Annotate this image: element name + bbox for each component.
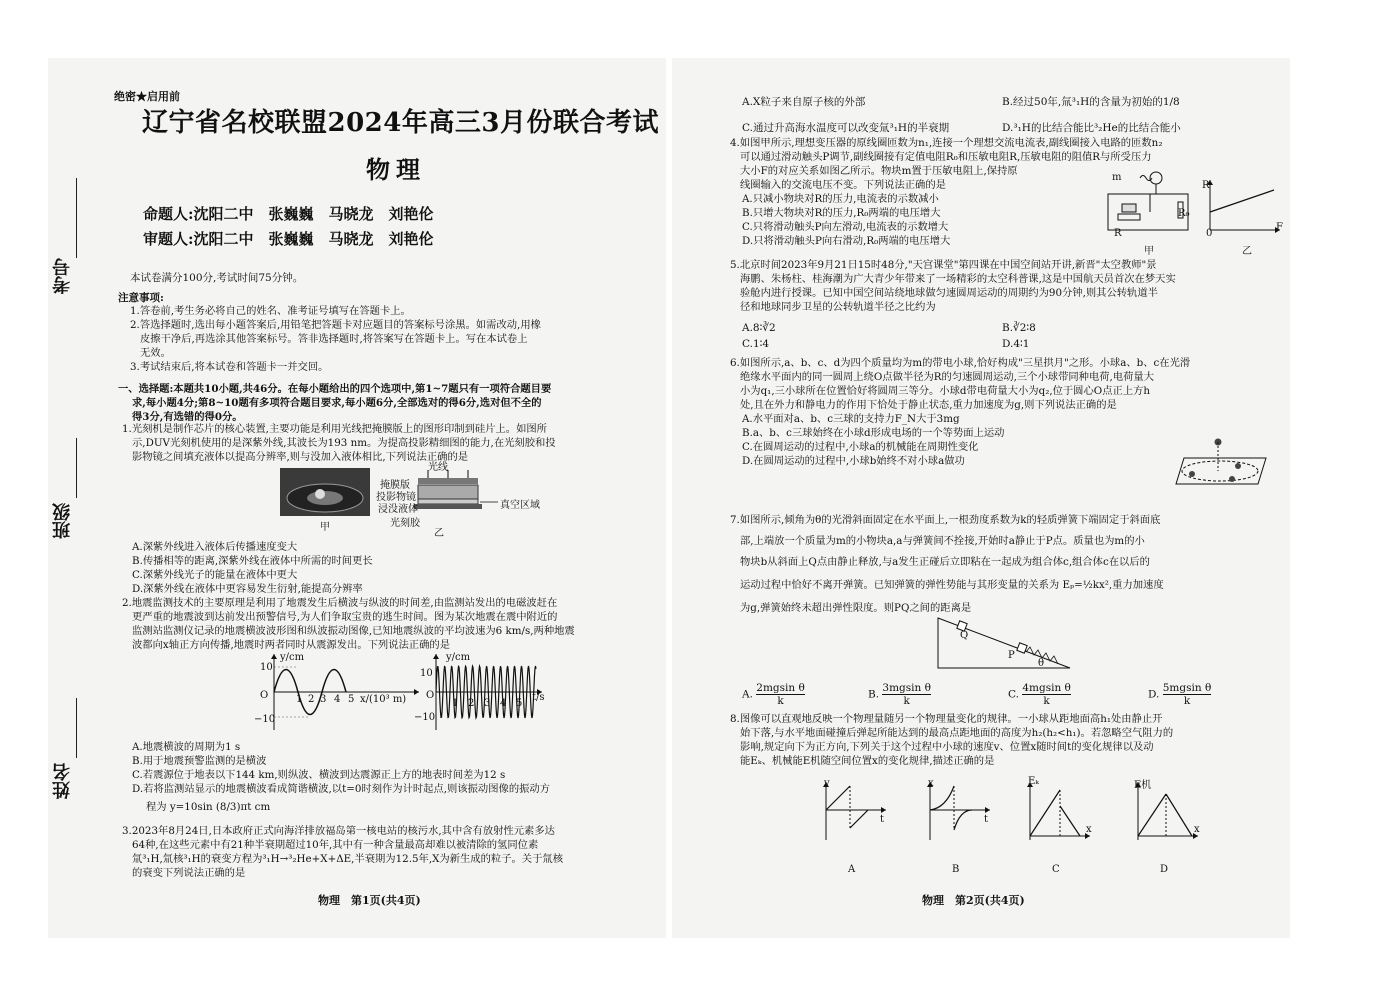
q7-b-den: k bbox=[903, 695, 910, 707]
section-line: 一、选择题:本题共10小题,共46分。在每小题给出的四个选项中,第1~7题只有一项符合题目要 bbox=[118, 383, 552, 395]
label-mask: 掩膜版 bbox=[380, 480, 410, 491]
q7-d-prefix: D. bbox=[1148, 688, 1160, 701]
side-line-kaohao bbox=[76, 178, 77, 258]
q7-c-fraction bbox=[1022, 682, 1071, 707]
question-4-stem bbox=[730, 136, 1162, 192]
side-line-banji bbox=[76, 438, 77, 498]
label-resist: 光刻胶 bbox=[390, 518, 420, 529]
q7-option-a bbox=[742, 682, 805, 707]
q8-label-d: D bbox=[1160, 864, 1169, 875]
section-line: 得3分,有选错的得0分。 bbox=[132, 411, 243, 423]
question-6-options bbox=[742, 412, 1004, 468]
reviewer-line: 审题人:沈阳二中 张巍巍 马晓龙 刘艳伦 bbox=[143, 230, 434, 248]
q8-a-axis-v: v bbox=[824, 778, 830, 789]
label-theta: θ bbox=[1038, 658, 1045, 669]
question-4-options bbox=[742, 192, 950, 248]
q8-label-b: B bbox=[952, 864, 960, 875]
stem-line: 小为q₁,三小球所在位置恰好将圆周三等分。小球d带电荷量大小为q₂,位于圆心O点正上方h bbox=[740, 385, 1151, 397]
stem-line: 线圈输入的交流电压不变。下列说法正确的是 bbox=[740, 179, 946, 191]
stem-line: 更严重的地震波到达前发出预警信号,为人们争取宝贵的逃生时间。图为某次地震在震中附近的 bbox=[132, 611, 558, 623]
stem-line: 绝缘水平面内的同一圆周上绕O点做半径为R的匀速圆周运动,三个小球带同种电荷,电荷量大 bbox=[740, 371, 1155, 383]
g2-tick: 3 bbox=[484, 698, 491, 709]
exam-page-2 bbox=[672, 58, 1290, 938]
stem-line: 始下落,与水平地面碰撞后弹起所能达到的最高点距地面的高度为h₂(h₂<h₁)。若忽略空气阻力的 bbox=[740, 727, 1174, 739]
question-5-stem bbox=[730, 258, 1176, 314]
q7-c-num: 4mgsin θ bbox=[1022, 682, 1071, 694]
stem-line: 波都向x轴正方向传播,地震时两者同时从震源发出。下列说法正确的是 bbox=[132, 639, 450, 651]
label-liquid: 浸没液体 bbox=[378, 504, 418, 515]
stem-line: 1.光刻机是制作芯片的核心装置,主要功能是利用光线把掩膜版上的图形印制到硅片上。如图所 bbox=[122, 423, 547, 435]
stem-line: 影物镜之间填充液体以提高分辨率,则与没加入液体相比,下列说法正确的是 bbox=[132, 451, 469, 463]
question-2-stem bbox=[122, 596, 575, 652]
option-line: C.只将滑动触头P向左滑动,电流表的示数增大 bbox=[742, 221, 949, 233]
g1-tick: 4 bbox=[334, 694, 341, 705]
option-line: A.水平面对a、b、c三球的支持力F_N大于3mg bbox=[742, 413, 960, 425]
q4-fig-jia-caption: 甲 bbox=[1144, 246, 1154, 257]
q1-fig-jia-caption: 甲 bbox=[320, 522, 330, 533]
option-line: 程为 y=10sin (8/3)πt cm bbox=[146, 801, 271, 813]
q7-option-b bbox=[868, 682, 931, 707]
exam-title: 辽宁省名校联盟2024年高三3月份联合考试 bbox=[142, 108, 659, 138]
q7-b-fraction bbox=[882, 682, 931, 707]
option-line: A.只减小物块对R的压力,电流表的示数减小 bbox=[742, 193, 939, 205]
option-line: A.地震横波的周期为1 s bbox=[132, 741, 241, 753]
question-2-options bbox=[132, 740, 550, 814]
exam-page-1 bbox=[48, 58, 666, 938]
stem-line: 的衰变下列说法正确的是 bbox=[132, 867, 246, 879]
notes-title: 注意事项: bbox=[118, 292, 164, 304]
label-lens: 投影物镜 bbox=[376, 492, 416, 503]
label-R0: R₀ bbox=[1178, 208, 1190, 219]
q8-c-axis-x: x bbox=[1086, 824, 1092, 835]
label-R-axis: R bbox=[1202, 180, 1210, 191]
g2-ymin: −10 bbox=[414, 712, 436, 723]
label-R: R bbox=[1114, 228, 1122, 239]
q7-option-c bbox=[1008, 682, 1071, 707]
q7-a-fraction bbox=[756, 682, 805, 707]
lithography-photo bbox=[280, 468, 370, 516]
q7-c-den: k bbox=[1043, 695, 1050, 707]
subject-title: 物理 bbox=[366, 155, 426, 184]
section-title bbox=[118, 382, 551, 424]
stem-line: 大小F的对应关系如图乙所示。物块m置于压敏电阻上,保持原 bbox=[740, 165, 1018, 177]
g2-xlabel: t/s bbox=[532, 692, 545, 703]
q1-fig-yi-caption: 乙 bbox=[434, 528, 444, 539]
question-6-stem bbox=[730, 356, 1190, 412]
q8-b-axis-t: t bbox=[984, 814, 989, 825]
stem-line: 2.地震监测技术的主要原理是利用了地震发生后横波与纵波的时间差,由监测站发出的电磁波赶在 bbox=[122, 597, 558, 609]
label-vacuum: 真空区域 bbox=[500, 500, 540, 511]
question-3-stem bbox=[122, 824, 563, 880]
stem-line: 5.北京时间2023年9月21日15时48分,"天宫课堂"第四课在中国空间站开讲,新晋"太空教师"景 bbox=[730, 259, 1157, 271]
g2-origin: O bbox=[426, 690, 435, 701]
option-line: C.深紫外线光子的能量在液体中更大 bbox=[132, 569, 298, 581]
q8-c-axis-ek: Eₖ bbox=[1028, 776, 1039, 787]
stem-line: 影响,规定向下为正方向,下列关于这个过程中小球的速度v、位置x随时间t的变化规律以及动 bbox=[740, 741, 1154, 753]
g1-tick: 3 bbox=[320, 694, 327, 705]
side-label-banji: 班级 bbox=[52, 503, 73, 539]
q7-option-d bbox=[1148, 682, 1211, 707]
q7-a-prefix: A. bbox=[742, 688, 753, 701]
q3-option-b: B.经过50年,氚³₁H的含量为初始的1/8 bbox=[1002, 96, 1180, 108]
g1-ymin: −10 bbox=[254, 714, 276, 725]
q8-label-c: C bbox=[1052, 864, 1060, 875]
g2-tick: 5 bbox=[516, 698, 523, 709]
q8-graph-c bbox=[1024, 780, 1094, 842]
q3-option-c: C.通过升高海水温度可以改变氚³₁H的半衰期 bbox=[742, 122, 950, 134]
option-line: B.传播相等的距离,深紫外线在液体中所需的时间更长 bbox=[132, 555, 373, 567]
g2-tick: 2 bbox=[468, 698, 475, 709]
q5-option-b: B.∛2∶8 bbox=[1002, 322, 1036, 334]
q3-option-a: A.X粒子来自原子核的外部 bbox=[742, 96, 866, 108]
stem-line: 监测站监测仪记录的地震横波波形图和纵波振动图像,已知地震纵波的平均波速为6 km/s,两种地震 bbox=[132, 625, 575, 637]
resistance-force-graph bbox=[1204, 178, 1284, 238]
stem-line: 4.如图甲所示,理想变压器的原线圈匝数为n₁,连接一个理想交流电流表,副线圈接入电路的匝数n₂ bbox=[730, 137, 1163, 149]
section-line: 求,每小题4分;第8~10题有多项符合题目要求,每小题6分,全部选对的得6分,选对但不全的 bbox=[132, 397, 542, 409]
option-line: B.a、b、c三球始终在小球d形成电场的一个等势面上运动 bbox=[742, 427, 1005, 439]
note-line: 2.答选择题时,选出每小题答案后,用铅笔把答题卡对应题目的答案标号涂黑。如需改动,用橡 bbox=[130, 319, 541, 331]
stem-line: 6.如图所示,a、b、c、d为四个质量均为m的带电小球,恰好构成"三星拱月"之形。小球a、b、c在光滑 bbox=[730, 357, 1191, 369]
stem-line: 3.2023年8月24日,日本政府正式向海洋排放福岛第一核电站的核污水,其中含有放射性元素多达 bbox=[122, 825, 555, 837]
three-star-diagram bbox=[1162, 434, 1272, 496]
question-1-options bbox=[132, 540, 373, 596]
g1-ylabel: y/cm bbox=[280, 652, 305, 663]
question-8-stem bbox=[730, 712, 1173, 768]
option-line: D.若将监测站显示的地震横波看成简谐横波,以t=0时刻作为计时起点,则该振动图像的振动方 bbox=[132, 783, 551, 795]
option-line: C.在圆周运动的过程中,小球a的机械能在周期性变化 bbox=[742, 441, 979, 453]
label-origin-0: 0 bbox=[1206, 228, 1213, 239]
label-Q: Q bbox=[960, 630, 969, 641]
option-line: A.深紫外线进入液体后传播速度变大 bbox=[132, 541, 298, 553]
transverse-wave-graph bbox=[254, 652, 424, 732]
stem-line: 7.如图所示,倾角为θ的光滑斜面固定在水平面上,一根劲度系数为k的轻质弹簧下端固定于斜面底 bbox=[730, 514, 1161, 526]
longitudinal-vibration-graph bbox=[426, 652, 546, 732]
note-line: 皮擦干净后,再选涂其他答案标号。答非选择题时,将答案写在答题卡上。写在本试卷上 bbox=[140, 333, 528, 345]
option-line: D.只将滑动触头P向右滑动,R₀两端的电压增大 bbox=[742, 235, 951, 247]
q7-b-prefix: B. bbox=[868, 688, 880, 701]
q7-b-num: 3mgsin θ bbox=[882, 682, 931, 694]
q8-d-axis-ej: E机 bbox=[1134, 780, 1152, 791]
option-line: D.在圆周运动的过程中,小球b始终不对小球a做功 bbox=[742, 455, 965, 467]
page-1-footer: 物理 第1页(共4页) bbox=[318, 894, 421, 907]
exam-info: 本试卷满分100分,考试时间75分钟。 bbox=[130, 272, 304, 284]
option-line: B.用于地震预警监测的是横波 bbox=[132, 755, 267, 767]
notes-block bbox=[130, 304, 541, 374]
stem-line: 能Eₖ、机械能E机随空间位置x的变化规律,描述正确的是 bbox=[740, 755, 995, 767]
option-line: D.深紫外线在液体中更容易发生衍射,能提高分辨率 bbox=[132, 583, 363, 595]
stem-line: 海鹏、朱杨柱、桂海潮为广大青少年带来了一场精彩的太空科普课,这是中国航天员首次在梦天实 bbox=[740, 273, 1176, 285]
q8-b-axis-x: x bbox=[928, 778, 934, 789]
g1-origin: O bbox=[260, 690, 269, 701]
q5-option-d: D.4∶1 bbox=[1002, 338, 1030, 350]
note-line: 无效。 bbox=[140, 347, 171, 359]
q7-d-den: k bbox=[1183, 695, 1191, 707]
confidential-mark: 绝密★启用前 bbox=[114, 90, 180, 103]
g1-tick: 5 bbox=[348, 694, 355, 705]
g1-tick: 2 bbox=[308, 694, 315, 705]
stem-line: 处,且在外力和静电力的作用下恰处于静止状态,重力加速度为g,则下列说法正确的是 bbox=[740, 399, 1117, 411]
q7-c-prefix: C. bbox=[1008, 688, 1019, 701]
note-line: 3.考试结束后,将本试卷和答题卡一并交回。 bbox=[130, 361, 329, 373]
g2-tick: 4 bbox=[500, 698, 507, 709]
incline-spring-diagram bbox=[934, 614, 1074, 674]
q8-d-axis-x: x bbox=[1194, 824, 1200, 835]
label-m: m bbox=[1112, 172, 1122, 183]
stem-line: 径和地球同步卫星的公转轨道半径之比约为 bbox=[740, 301, 936, 313]
stem-line: 示,DUV光刻机使用的是深紫外线,其波长为193 nm。为提高投影精细图的能力,在光刻胶和投 bbox=[132, 437, 556, 449]
stem-line: 物块b从斜面上Q点由静止释放,与a发生正碰后立即粘在一起成为组合体c,组合体c在以后的 bbox=[740, 556, 1150, 568]
stem-line: 64种,在这些元素中有21种半衰期超过10年,其中有一种含量最高却难以被清除的氢同位素 bbox=[132, 839, 539, 851]
stem-line: 部,上端放一个质量为m的小物块a,a与弹簧间不拴接,开始时a静止于P点。质量也为m的小 bbox=[740, 535, 1145, 547]
page-2-footer: 物理 第2页(共4页) bbox=[922, 894, 1025, 907]
q3-option-d: D.³₁H的比结合能比³₂He的比结合能小 bbox=[1002, 122, 1181, 134]
note-line: 1.答卷前,考生务必将自己的姓名、准考证号填写在答题卡上。 bbox=[130, 305, 411, 317]
label-F: F bbox=[1276, 222, 1283, 233]
stem-line: 氚³₁H,氚核³₁H的衰变方程为³₁H→³₂He+X+ΔE,半衰期为12.5年,X为新生成的粒子。关于氚核 bbox=[132, 853, 563, 865]
option-line: B.只增大物块对R的压力,R₀两端的电压增大 bbox=[742, 207, 941, 219]
stem-line: 运动过程中恰好不离开弹簧。已知弹簧的弹性势能与其形变量的关系为 Eₚ=½kx²,重力加速度 bbox=[740, 579, 1164, 591]
q8-label-a: A bbox=[848, 864, 856, 875]
q5-option-a: A.8∶∛2 bbox=[742, 322, 776, 334]
label-P: P bbox=[1008, 650, 1015, 661]
q8-a-axis-t: t bbox=[880, 814, 885, 825]
label-light: 光线 bbox=[428, 462, 448, 473]
stem-line: 验舱内进行授课。已知中国空间站绕地球做匀速圆周运动的周期约为90分钟,则其公转轨道半 bbox=[740, 287, 1158, 299]
question-7-stem bbox=[730, 510, 1164, 619]
stem-line: 可以通过滑动触头P调节,副线圈接有定值电阻R₀和压敏电阻R,压敏电阻的阻值R与所受压力 bbox=[740, 151, 1152, 163]
g1-xlabel: x/(10³ m) bbox=[360, 694, 407, 705]
q8-graph-a bbox=[820, 780, 890, 842]
side-label-xingming: 姓名 bbox=[52, 763, 73, 799]
q5-option-c: C.1∶4 bbox=[742, 338, 770, 350]
g2-ylabel: y/cm bbox=[446, 652, 471, 663]
option-line: C.若震源位于地表以下144 km,则纵波、横波到达震源正上方的地表时间差为12 s bbox=[132, 769, 506, 781]
g2-tick: 1 bbox=[452, 698, 459, 709]
stem-line: 为g,弹簧始终未超出弹性限度。则PQ之间的距离是 bbox=[740, 602, 972, 614]
q4-fig-yi-caption: 乙 bbox=[1242, 246, 1252, 257]
stem-line: 8.图像可以直观地反映一个物理量随另一个物理量变化的规律。一小球从距地面高h₁处由静止开 bbox=[730, 713, 1163, 725]
q8-graph-b bbox=[924, 780, 994, 842]
q7-d-fraction bbox=[1163, 682, 1212, 707]
side-line-xingming bbox=[76, 698, 77, 758]
g2-ymax: 10 bbox=[420, 668, 433, 679]
q7-a-den: k bbox=[777, 695, 784, 707]
g1-tick: 1 bbox=[296, 694, 303, 705]
q7-a-num: 2mgsin θ bbox=[756, 682, 805, 694]
g1-ymax: 10 bbox=[260, 662, 273, 673]
side-label-kaohao: 考号 bbox=[52, 258, 73, 294]
proposer-line: 命题人:沈阳二中 张巍巍 马晓龙 刘艳伦 bbox=[143, 205, 434, 223]
q7-d-num: 5mgsin θ bbox=[1162, 682, 1212, 694]
